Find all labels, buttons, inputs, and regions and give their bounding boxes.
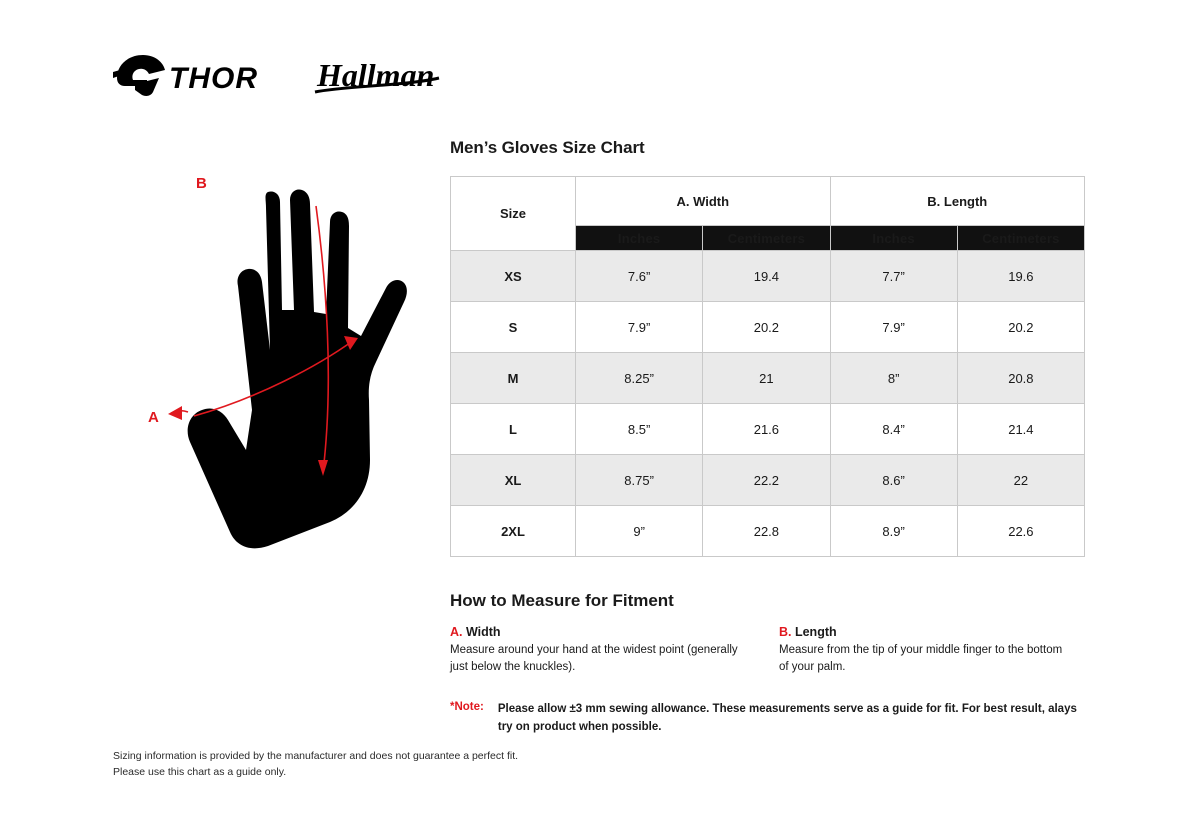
table-row (451, 302, 1085, 353)
cell-size: S (451, 302, 576, 353)
cell-width-cm: 20.2 (703, 302, 830, 353)
note-text: Please allow ±3 mm sewing allowance. These measurements serve as a guide for fit. For best result, alays try on product when possible. (497, 703, 1077, 733)
cell-length-inches: 8.9” (830, 506, 957, 557)
cell-size: XL (451, 455, 576, 506)
thor-wordmark: THOR (169, 62, 258, 95)
cell-size: L (451, 404, 576, 455)
cell-length-cm: 21.4 (957, 404, 1084, 455)
how-to-width-heading (450, 625, 745, 639)
table-header-row-groups (451, 177, 1085, 226)
cell-length-inches: 7.7” (830, 251, 957, 302)
column-header-length-cm: Centimeters (957, 226, 1084, 251)
thor-logo (113, 52, 285, 100)
brand-logo-row (113, 52, 449, 100)
cell-length-cm: 20.8 (957, 353, 1084, 404)
diagram-label-a: A (148, 409, 159, 426)
cell-length-cm: 19.6 (957, 251, 1084, 302)
how-to-measure-section (450, 591, 1090, 736)
table-row (451, 251, 1085, 302)
cell-width-inches: 7.9” (576, 302, 703, 353)
note-row (450, 701, 1090, 736)
diagram-label-b: B (196, 175, 207, 192)
size-chart-table (450, 176, 1085, 557)
footer-disclaimer (113, 748, 518, 781)
footer-line-1: Sizing information is provided by the manufacturer and does not guarantee a perfect fit. (113, 750, 519, 762)
how-to-width-letter: A. (450, 625, 463, 639)
note-label: *Note: (450, 701, 484, 714)
cell-length-inches: 7.9” (830, 302, 957, 353)
column-header-width-group: A. Width (576, 177, 831, 226)
cell-width-cm: 19.4 (703, 251, 830, 302)
cell-length-inches: 8.4” (830, 404, 957, 455)
chart-column (450, 138, 1090, 736)
cell-width-cm: 21 (703, 353, 830, 404)
column-header-length-group: B. Length (830, 177, 1085, 226)
column-header-width-inches: Inches (576, 226, 703, 251)
cell-width-inches: 7.6” (576, 251, 703, 302)
cell-width-inches: 8.25” (576, 353, 703, 404)
how-to-width-block (450, 625, 745, 675)
cell-width-cm: 22.8 (703, 506, 830, 557)
cell-width-inches: 8.75” (576, 455, 703, 506)
hand-measurement-diagram (118, 160, 438, 560)
table-row (451, 353, 1085, 404)
how-to-length-heading (779, 625, 1074, 639)
how-to-length-label: Length (791, 625, 837, 639)
column-header-length-inches: Inches (830, 226, 957, 251)
column-header-size: Size (451, 177, 576, 251)
cell-width-cm: 22.2 (703, 455, 830, 506)
cell-length-inches: 8.6” (830, 455, 957, 506)
how-to-length-text: Measure from the tip of your middle finger to the bottom of your palm. (779, 644, 1063, 673)
cell-size: 2XL (451, 506, 576, 557)
cell-width-inches: 8.5” (576, 404, 703, 455)
footer-line-2: Please use this chart as a guide only. (113, 766, 287, 779)
how-to-measure-title: How to Measure for Fitment (450, 591, 674, 610)
table-row (451, 506, 1085, 557)
cell-length-inches: 8” (830, 353, 957, 404)
table-row (451, 404, 1085, 455)
cell-size: M (451, 353, 576, 404)
cell-size: XS (451, 251, 576, 302)
hallman-wordmark: Hallman (317, 57, 435, 93)
table-row (451, 455, 1085, 506)
how-to-width-text: Measure around your hand at the widest point (generally just below the knuckles). (450, 644, 738, 673)
cell-width-cm: 21.6 (703, 404, 830, 455)
cell-length-cm: 22 (957, 455, 1084, 506)
how-to-length-letter: B. (779, 625, 792, 639)
page-title: Men’s Gloves Size Chart (450, 138, 645, 157)
how-to-width-label: Width (462, 625, 501, 639)
cell-length-cm: 22.6 (957, 506, 1084, 557)
column-header-width-cm: Centimeters (703, 226, 830, 251)
how-to-length-block (779, 625, 1074, 675)
cell-length-cm: 20.2 (957, 302, 1084, 353)
hand-illustration (118, 160, 438, 560)
cell-width-inches: 9” (576, 506, 703, 557)
hallman-logo (313, 52, 449, 100)
